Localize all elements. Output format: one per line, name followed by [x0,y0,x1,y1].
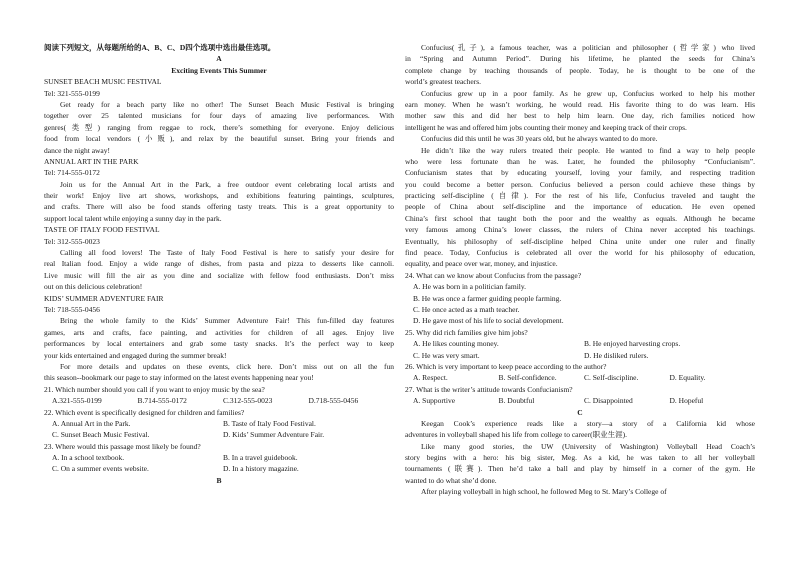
passage-line: tournaments (联赛). Then he’d take a ball and play by himself in a corner of the gym. He [405,464,755,474]
answer-option[interactable]: C. He once acted as a math teacher. [413,304,520,314]
option-row [405,395,755,406]
question-stem: 27. What is the writer’s attitude towards Confucianism? [405,384,573,394]
passage-line: you could become a better person. Confucius believed a person could achieve these things by [405,179,755,189]
right-column [405,42,755,498]
question-stem: 21. Which number should you call if you want to enjoy music by the sea? [44,384,265,394]
passage-line: wanted to do what she’d done. [405,475,497,485]
passage-line: He didn’t like the way rulers treated their people. He wanted to find a way to help people [421,145,755,155]
section-c-passage [405,418,755,498]
answer-option[interactable]: B. Self-confidence. [498,373,557,383]
instructions: 阅读下列短文，从每题所给的A、B、C、D四个选项中选出最佳选项。 [44,43,276,52]
more-info-line: For more details and updates on these events, click here. Don’t miss out on all the fun [60,361,394,371]
question-stem: 26. Which is very important to keep peace according to the author? [405,361,607,371]
event-description-line: Live music will fill the air as you dine and socialize with fellow food enthusiasts. Don’t miss [44,270,394,280]
passage-line: who were less fortunate than he was. Later, he founded the philosophy “Confucianism”. [405,156,755,166]
question-stem: 24. What can we know about Confucius from the passage? [405,270,582,280]
passage-line: earn money. When he wasn’t working, he would read. His favorite thing to do was learn. His [405,99,755,109]
event-name: KIDS’ SUMMER ADVENTURE FAIR [44,293,164,303]
event-description-line: out on this delicious celebration! [44,282,143,292]
answer-option[interactable]: D. Equality. [669,373,706,383]
answer-option[interactable]: D. He disliked rulers. [584,350,649,360]
passage-line: mother saw this and did her best to help him learn. One day, rich families noticed how [405,111,755,121]
passage-line: people of China about self-discipline and the importance of education. He even opened [405,202,755,212]
answer-option[interactable]: A. Supportive [413,396,456,406]
answer-option[interactable]: A. Annual Art in the Park. [52,418,131,428]
event-phone: Tel: 714-555-0172 [44,168,100,178]
event-phone: Tel: 718-555-0456 [44,304,100,314]
answer-option[interactable]: C. He was very smart. [413,350,480,360]
section-a-questions [44,384,394,475]
event-list [44,76,394,361]
option-row [44,418,394,429]
passage-line: complete change by teaching thousands of people. Today, he is thought to be one of the [405,65,755,75]
passage-line: Confucius did this until he was 30 years old, but he always wanted to do more. [421,134,658,144]
option-row [405,281,755,292]
answer-option[interactable]: C. Sunset Beach Music Festival. [52,430,150,440]
event-name: TASTE OF ITALY FOOD FESTIVAL [44,225,160,235]
more-info-line: this season--bookmark our page to stay informed on the latest events happening near you! [44,373,314,383]
section-b-label: B [216,475,222,485]
event-description-line: Calling all food lovers! The Taste of Italy Food Festival is here to satisfy your desire for [60,248,394,258]
answer-option[interactable]: D.718-555-0456 [308,396,359,406]
answer-option[interactable]: B. He was once a farmer guiding people farming. [413,293,562,303]
section-b-questions [405,270,755,407]
passage-line: Keegan Cook’s experience reads like a story—a story of a California kid whose [421,418,755,428]
option-row [44,463,394,474]
event-description-line: performances by local entertainers and grab some tasty snacks. It’s the perfect way to keep [44,339,394,349]
event-description-line: Get ready for a beach party like no other! The Sunset Beach Music Festival is bringing [60,99,394,109]
event-description-line: food from local vendors (小贩), and relax by the beautiful sunset. Bring your friends and [44,134,394,144]
question-stem: 22. Which event is specifically designed for children and families? [44,407,245,417]
option-row [44,429,394,440]
event-description-line: support local talent while enjoying a sunny day in the park. [44,213,222,223]
passage-line: Like many good stories, the UW (University of Washington) Volleyball Head Coach’s [421,441,755,451]
answer-option[interactable]: B.714-555-0172 [137,396,187,406]
event-description-line: their work! Enjoy live art shows, workshops, and exhibitions featuring paintings, sculptures, [44,191,394,201]
answer-option[interactable]: A.321-555-0199 [52,396,102,406]
passage-line: Eventually, his philosophy of self-discipline helped China unite under one ruler and finally [405,236,755,246]
answer-option[interactable]: C. On a summer events website. [52,464,149,474]
passage-line: China’s first school that taught both the poor and the wealthy as equals. Although he became [405,213,755,223]
event-phone: Tel: 312-555-0023 [44,236,100,246]
answer-option[interactable]: A. Respect. [413,373,448,383]
option-row [405,293,755,304]
event-description-line: Join us for the Annual Art in the Park, a free outdoor event celebrating local artists and [60,179,394,189]
event-description-line: games, arts and crafts, face painting, and activities for children of all ages. Enjoy live [44,327,394,337]
answer-option[interactable]: B. He enjoyed harvesting crops. [584,339,681,349]
passage-line: Confucius grew up in a poor family. As he grew up, Confucius worked to help his mother [421,88,755,98]
section-a-title: Exciting Events This Summer [171,65,267,75]
answer-option[interactable]: B. Doubtful [498,396,535,406]
event-name: SUNSET BEACH MUSIC FESTIVAL [44,77,162,87]
event-description-line: genres(类型) ranging from reggae to rock, there’s something for everyone. Enjoy delicious [44,122,394,132]
answer-option[interactable]: C.312-555-0023 [223,396,273,406]
answer-option[interactable]: A. He was born in a politician family. [413,282,527,292]
section-c-label: C [577,407,583,417]
passage-line: adventures in volleyball shaped his life from college to career(职业生涯). [405,430,628,440]
event-name: ANNUAL ART IN THE PARK [44,156,139,166]
answer-option[interactable]: C. Self-discipline. [584,373,639,383]
answer-option[interactable]: C. Disappointed [584,396,633,406]
event-description-line: and crafts. There will also be food stands offering tasty treats. This is a great opportunity to [44,202,394,212]
event-description-line: dance the night away! [44,145,111,155]
option-row [44,452,394,463]
answer-option[interactable]: B. Taste of Italy Food Festival. [223,418,316,428]
left-column [44,42,394,486]
option-row [405,372,755,383]
section-a-label: A [216,54,222,64]
passage-line: practicing self-discipline (自律). For the rest of his life, Confucius traveled and taught the [405,191,755,201]
event-description-line: Bring the whole family to the Kids’ Summer Adventure Fair! This fun-filled day features [60,316,394,326]
option-row [405,350,755,361]
passage-line: intelligent he was and offered him jobs counting their money and keeping track of their crops. [405,122,687,132]
option-row [405,338,755,349]
answer-option[interactable]: B. In a travel guidebook. [223,453,298,463]
option-row [405,315,755,326]
event-description-line: your kids entertained and engaged during the summer break! [44,350,227,360]
question-stem: 23. Where would this passage most likely be found? [44,441,201,451]
passage-line: Confucianism states that by educating yourself, loving your family, and respecting tradition [405,168,755,178]
answer-option[interactable]: D. In a history magazine. [223,464,299,474]
answer-option[interactable]: A. In a school textbook. [52,453,125,463]
passage-line: Confucius(孔子), a famous teacher, was a politician and philosopher (哲学家) who lived [421,43,755,52]
event-description-line: together over 25 talented musicians for four days of amazing live performances. With [44,111,394,121]
option-row [44,395,394,406]
passage-line: in “Spring and Autumn Period”. During his lifetime, he planted the seeds for China’s [405,54,755,64]
passage-line: find peace. Today, Confucius is celebrated all over the world for his philosophy of education, [405,248,755,258]
passage-line: equality, and peace over war, money, and injustice. [405,259,558,269]
event-phone: Tel: 321-555-0199 [44,88,100,98]
passage-line: world’s greatest teachers. [405,77,482,87]
answer-option[interactable]: D. He gave most of his life to social development. [413,316,564,326]
option-row [405,304,755,315]
passage-line: very famous among China’s lower classes, the rulers of China never accepted his teachings. [405,225,755,235]
answer-option[interactable]: A. He likes counting money. [413,339,499,349]
passage-line: After playing volleyball in high school, he followed Meg to St. Mary’s College of [421,487,667,497]
event-description-line: real Italian food. Enjoy a wide range of dishes, from pasta and pizza to desserts like cannoli. [44,259,394,269]
answer-option[interactable]: D. Hopeful [669,396,704,406]
more-info-paragraph [44,361,394,384]
answer-option[interactable]: D. Kids’ Summer Adventure Fair. [223,430,325,440]
passage-line: story begins with a hero: his big sister, Meg. As a kid, he was taken to all her volleyball [405,453,755,463]
question-stem: 25. Why did rich families give him jobs? [405,327,528,337]
section-b-passage [405,42,755,270]
